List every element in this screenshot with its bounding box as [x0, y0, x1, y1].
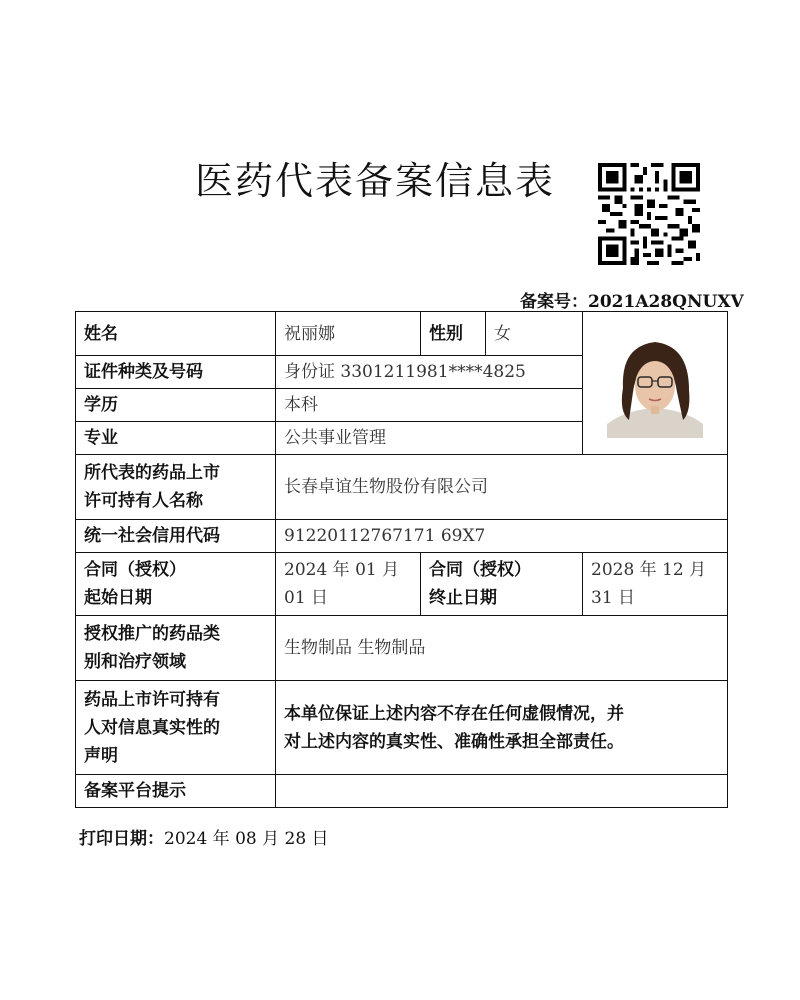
name-value: 祝丽娜 — [276, 312, 421, 356]
start-date-label-line-2: 起始日期 — [84, 588, 152, 608]
info-form-table — [75, 311, 728, 808]
holder-label-line-2: 许可持有人名称 — [84, 491, 203, 511]
print-date-label: 打印日期： — [79, 829, 164, 849]
qr-code — [598, 163, 700, 265]
end-date-label-line-2: 终止日期 — [429, 588, 497, 608]
declaration-value-line-1: 本单位保证上述内容不存在任何虚假情况，并 — [284, 703, 624, 724]
declaration-label-line-3: 声明 — [84, 745, 118, 766]
photo-cell — [583, 312, 728, 455]
holder-value: 长春卓谊生物股份有限公司 — [276, 455, 728, 520]
end-date-value-line-2: 31 日 — [591, 588, 636, 608]
credit-code-value: 91220112767171 69X7 — [276, 520, 728, 553]
gender-label: 性别 — [421, 312, 486, 356]
scope-label-line-1: 授权推广的药品类 — [84, 624, 220, 644]
start-date-value-line-2: 01 日 — [284, 588, 329, 608]
declaration-value-line-2: 对上述内容的真实性、准确性承担全部责任。 — [284, 731, 624, 752]
scope-label — [76, 616, 276, 681]
declaration-label-line-1: 药品上市许可持有 — [84, 689, 220, 710]
start-date-value-line-1: 2024 年 01 月 — [284, 560, 400, 580]
start-date-label — [76, 553, 276, 616]
declaration-label — [76, 681, 276, 775]
education-value: 本科 — [276, 389, 583, 422]
platform-hint-label: 备案平台提示 — [76, 775, 276, 808]
scope-label-line-2: 别和治疗领域 — [84, 652, 186, 672]
record-number-value: 2021A28QNUXV — [588, 292, 744, 312]
id-value: 身份证 3301211981****4825 — [276, 356, 583, 389]
major-label: 专业 — [76, 422, 276, 455]
end-date-value — [583, 553, 728, 616]
education-label: 学历 — [76, 389, 276, 422]
print-date — [79, 824, 329, 849]
platform-hint-value — [276, 775, 728, 808]
scope-value: 生物制品 生物制品 — [276, 616, 728, 681]
credit-code-label: 统一社会信用代码 — [76, 520, 276, 553]
print-date-value: 2024 年 08 月 28 日 — [164, 829, 329, 849]
name-label: 姓名 — [76, 312, 276, 356]
major-value: 公共事业管理 — [276, 422, 583, 455]
end-date-label-line-1: 合同（授权） — [429, 560, 531, 580]
record-number — [520, 287, 744, 312]
start-date-label-line-1: 合同（授权） — [84, 560, 186, 580]
record-number-label: 备案号： — [520, 292, 588, 312]
declaration-value — [276, 681, 728, 775]
end-date-label — [421, 553, 583, 616]
end-date-value-line-1: 2028 年 12 月 — [591, 560, 707, 580]
gender-value: 女 — [486, 312, 583, 356]
id-label: 证件种类及号码 — [76, 356, 276, 389]
declaration-label-line-2: 人对信息真实性的 — [84, 717, 220, 738]
page-title: 医药代表备案信息表 — [194, 159, 555, 203]
holder-label — [76, 455, 276, 520]
start-date-value — [276, 553, 421, 616]
holder-label-line-1: 所代表的药品上市 — [84, 463, 220, 483]
id-photo — [607, 328, 703, 438]
